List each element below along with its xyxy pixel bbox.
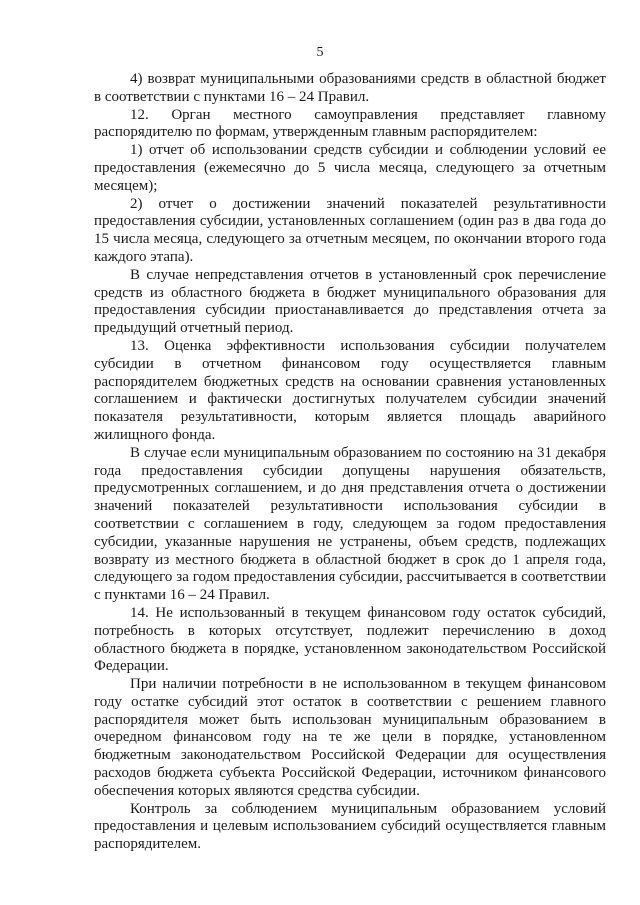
paragraph-14-unused-balance: 14. Не использованный в текущем финансовом году остаток субсидий, потребность в которых отсутствует, подлежит перечислению в доход областного бюджета в порядке, установленном законодательством Российской Федерации.: [94, 604, 606, 675]
paragraph-item-4-refund: 4) возврат муниципальными образованиями средств в областной бюджет в соответствии с пунктами 16 – 24 Правил.: [94, 71, 606, 105]
paragraph-control: Контроль за соблюдением муниципальным образованием условий предоставления и целевым использованием субсидий осуществляется главным распорядителем.: [94, 800, 606, 853]
paragraph-non-submission: В случае непредставления отчетов в установленный срок перечисление средств из областного бюджета в бюджет муниципального образования для предоставления субсидии приостанавливается до представления отчета за предыдущий отчетный период.: [94, 266, 606, 337]
paragraph-13-evaluation: 13. Оценка эффективности использования субсидии получателем субсидии в отчетном финансовом году осуществляется главным распорядителем бюджетных средств на основании сравнения установленных соглашением и фактически достигнутых получателем субсидии значений показателя результативности, которым является площадь аварийного жилищного фонда.: [94, 337, 606, 443]
page-number: 5: [316, 45, 324, 60]
paragraph-report-usage: 1) отчет об использовании средств субсидии и соблюдении условий ее предоставления (ежемесячно до 5 числа месяца, следующего за отчетным месяцем);: [94, 142, 606, 194]
paragraph-balance-reuse: При наличии потребности в не использованном в текущем финансовом году остатке субсидий этот остаток в соответствии с решением главного распорядителя может быть использован муниципальным образованием в очередном финансовом году на те же цели в порядке, установленном бюджетным законодательством Российской Федерации для осуществления расходов бюджета субъекта Российской Федерации, источником финансового обеспечения которых являются средства субсидии.: [94, 676, 606, 799]
document-body: [94, 71, 606, 854]
paragraph-12-reporting: 12. Орган местного самоуправления представляет главному распорядителю по формам, утвержденным главным распорядителем:: [94, 106, 606, 141]
paragraph-report-results: 2) отчет о достижении значений показателей результативности предоставления субсидии, установленных соглашением (один раз в два года до 15 числа месяца, следующего за отчетным месяцем, по окончании второго года каждого этапа).: [94, 195, 606, 265]
paragraph-violations-refund: В случае если муниципальным образованием по состоянию на 31 декабря года предоставления субсидии допущены нарушения обязательств, предусмотренных соглашением, и до дня представления отчета о достижении значений показателей результативности использования субсидии в соответствии с соглашением в году, следующем за годом предоставления субсидии, указанные нарушения не устранены, объем средств, подлежащих возврату из местного бюджета в областной бюджет в срок до 1 апреля года, следующего за годом предоставления субсидии, рассчитывается в соответствии с пунктами 16 – 24 Правил.: [94, 444, 606, 604]
